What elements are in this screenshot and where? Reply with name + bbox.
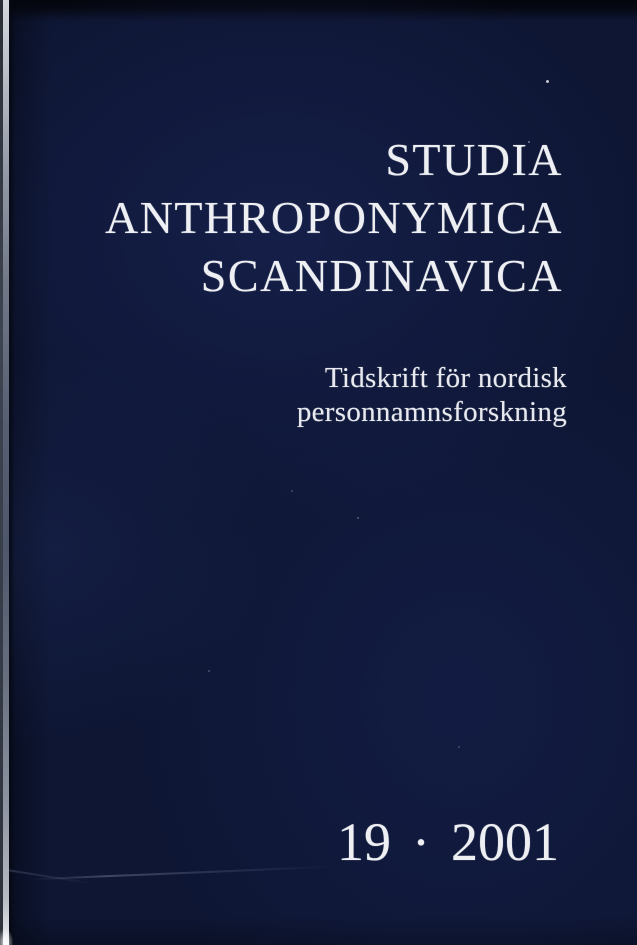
journal-title-line-2: ANTHROPONYMICA [104, 192, 563, 243]
spine-foot-glow [0, 929, 13, 945]
dust-speck [458, 746, 460, 748]
journal-subtitle-line-2: personnamnsforskning [296, 396, 567, 428]
journal-title-line-1: STUDIA [385, 134, 563, 185]
issue-line [337, 812, 559, 872]
journal-title [105, 131, 563, 305]
spine-inner-shadow [9, 0, 15, 945]
dust-speck [208, 670, 210, 672]
scratch-mark [30, 866, 335, 881]
issue-year: 2001 [451, 812, 559, 872]
dust-speck [291, 490, 293, 492]
issue-separator-dot: · [412, 812, 430, 872]
dust-speck [357, 517, 359, 519]
dust-speck [546, 80, 549, 83]
journal-title-line-3: SCANDINAVICA [200, 250, 563, 301]
issue-number: 19 [337, 812, 392, 872]
journal-subtitle-line-1: Tidskrift för nordisk [324, 362, 567, 394]
journal-subtitle [297, 361, 567, 429]
